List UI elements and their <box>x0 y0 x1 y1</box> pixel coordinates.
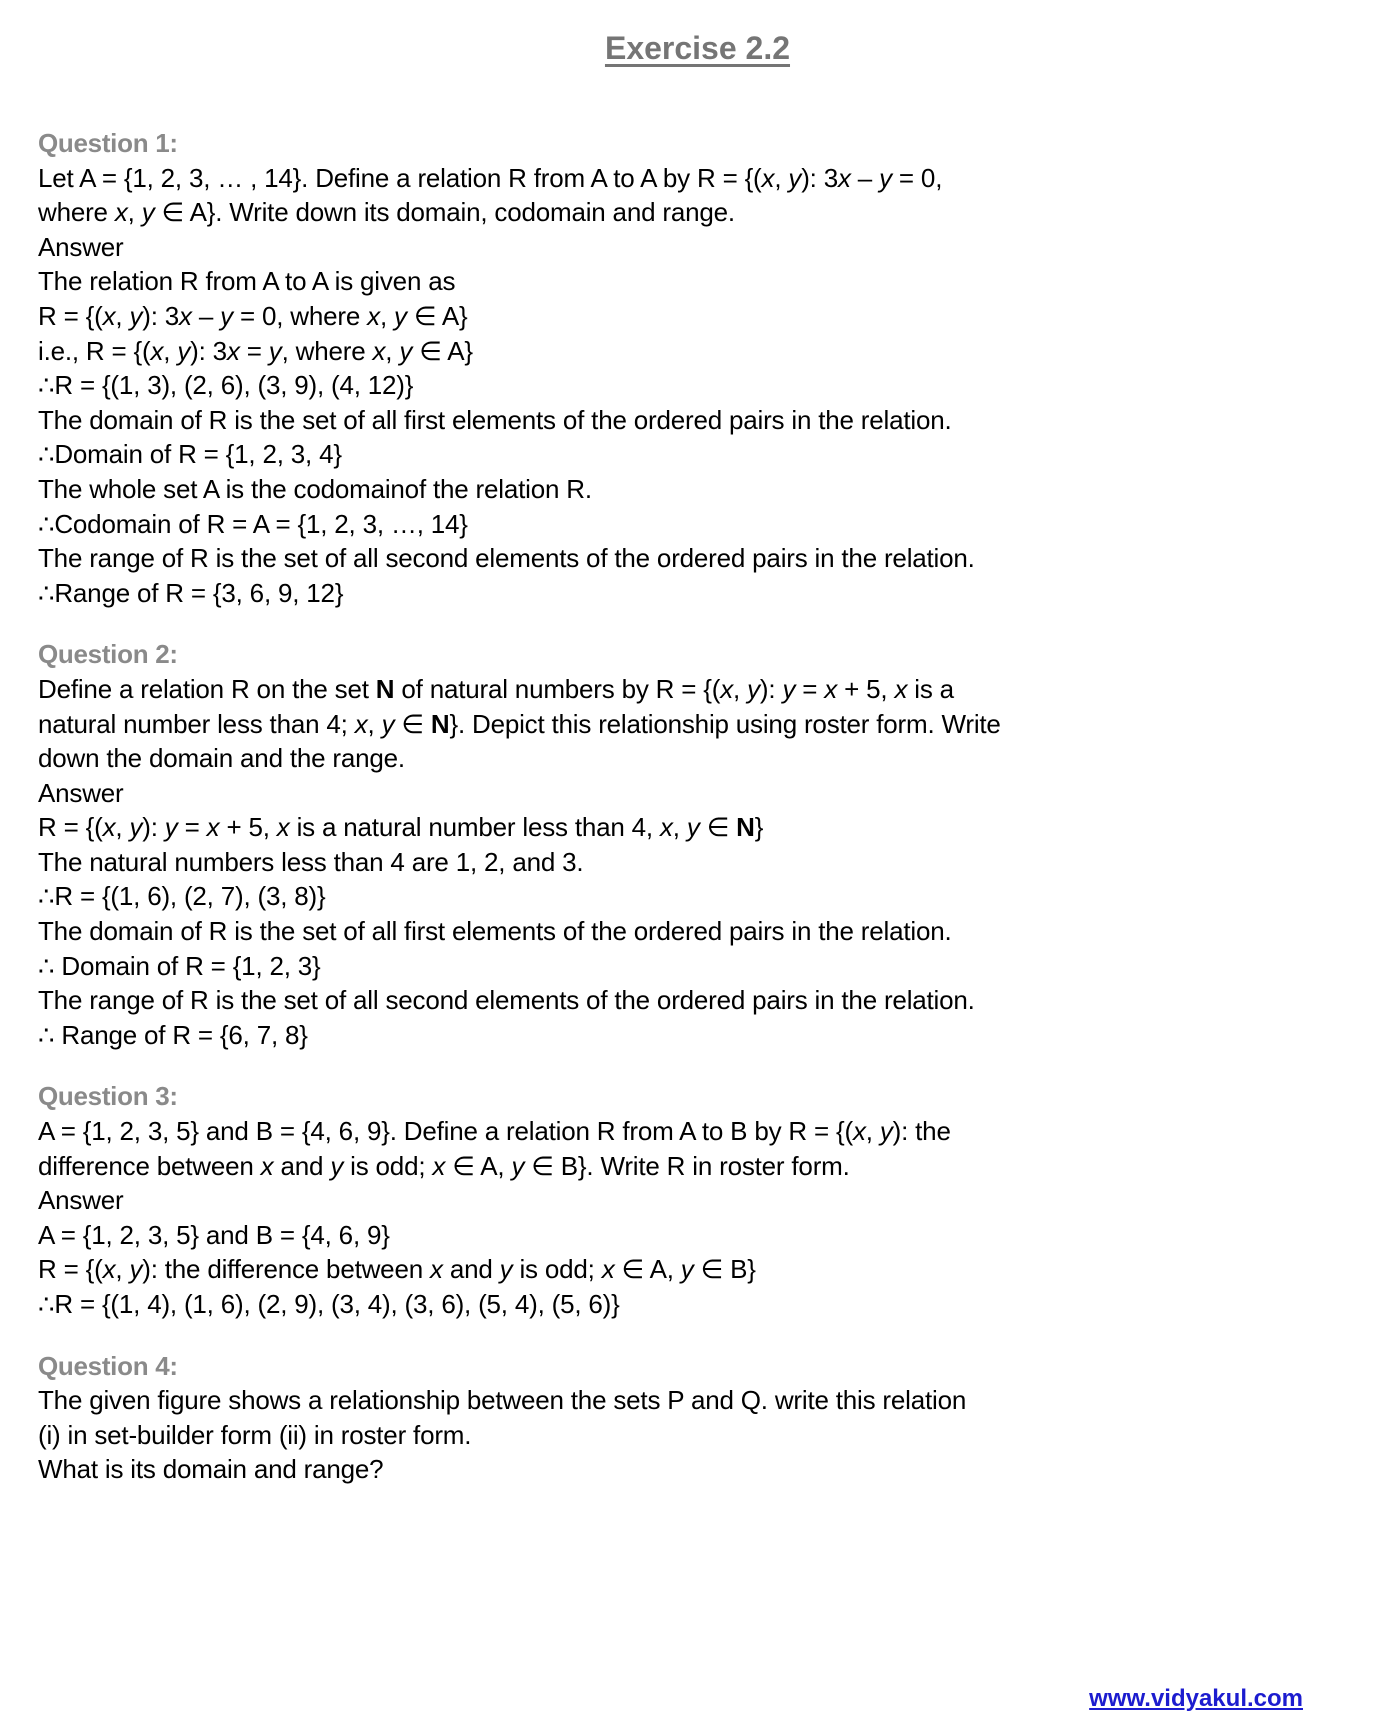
text-line: difference between x and y is odd; x ∈ A, y ∈ B}. Write R in roster form. <box>38 1150 850 1181</box>
text-line: R = {(x, y): the difference between x and y is odd; x ∈ A, y ∈ B} <box>38 1254 756 1285</box>
question-lines <box>38 161 1350 611</box>
question-heading: Question 3: <box>38 1081 178 1112</box>
question-heading: Question 1: <box>38 128 178 158</box>
text-line: ∴ Domain of R = {1, 2, 3} <box>38 950 321 981</box>
text-line: The relation R from A to A is given as <box>38 266 456 297</box>
page-title <box>0 0 1395 66</box>
text-line: Answer <box>38 1185 124 1216</box>
text-line: What is its domain and range? <box>38 1454 384 1485</box>
text-line: where x, y ∈ A}. Write down its domain, codomain and range. <box>38 197 735 228</box>
text-line: natural number less than 4; x, y ∈ N}. Depict this relationship using roster form. Write <box>38 708 1001 739</box>
text-line: R = {(x, y): 3x – y = 0, where x, y ∈ A} <box>38 300 468 331</box>
text-line: The range of R is the set of all second elements of the ordered pairs in the relation. <box>38 985 975 1016</box>
question-lines <box>38 1114 1350 1322</box>
text-line: The range of R is the set of all second elements of the ordered pairs in the relation. <box>38 543 975 574</box>
page-title-text: Exercise 2.2 <box>604 30 791 66</box>
text-line: i.e., R = {(x, y): 3x = y, where x, y ∈ A} <box>38 335 473 366</box>
text-line: The domain of R is the set of all first elements of the ordered pairs in the relation. <box>38 916 952 947</box>
text-line: ∴Range of R = {3, 6, 9, 12} <box>38 577 344 608</box>
text-line: The given figure shows a relationship between the sets P and Q. write this relation <box>38 1385 967 1416</box>
question-section <box>38 1349 1350 1487</box>
text-line: (i) in set-builder form (ii) in roster form. <box>38 1419 472 1450</box>
text-line: Answer <box>38 777 124 808</box>
text-line: ∴R = {(1, 6), (2, 7), (3, 8)} <box>38 881 326 912</box>
text-line: The natural numbers less than 4 are 1, 2, and 3. <box>38 846 584 877</box>
text-line: down the domain and the range. <box>38 743 405 774</box>
text-line: The domain of R is the set of all first elements of the ordered pairs in the relation. <box>38 404 952 435</box>
question-lines <box>38 672 1350 1053</box>
text-line: ∴Domain of R = {1, 2, 3, 4} <box>38 439 342 470</box>
text-line: A = {1, 2, 3, 5} and B = {4, 6, 9}. Define a relation R from A to B by R = {(x, y): the <box>38 1116 951 1147</box>
text-line: Answer <box>38 231 124 262</box>
question-heading: Question 2: <box>38 639 178 670</box>
text-line: The whole set A is the codomainof the relation R. <box>38 473 592 504</box>
text-line: ∴R = {(1, 3), (2, 6), (3, 9), (4, 12)} <box>38 370 414 401</box>
text-line: ∴ Range of R = {6, 7, 8} <box>38 1019 308 1050</box>
text-line: ∴R = {(1, 4), (1, 6), (2, 9), (3, 4), (3, 6), (5, 4), (5, 6)} <box>38 1289 620 1319</box>
question-section <box>38 637 1350 1052</box>
text-line: Let A = {1, 2, 3, … , 14}. Define a relation R from A to A by R = {(x, y): 3x – y = 0, <box>38 162 943 193</box>
document-body <box>0 126 1395 1487</box>
question-lines <box>38 1383 1350 1487</box>
text-line: A = {1, 2, 3, 5} and B = {4, 6, 9} <box>38 1219 390 1250</box>
text-line: ∴Codomain of R = A = {1, 2, 3, …, 14} <box>38 508 468 539</box>
question-section <box>38 1079 1350 1321</box>
text-line: Define a relation R on the set N of natural numbers by R = {(x, y): y = x + 5, x is a <box>38 673 954 704</box>
question-section <box>38 126 1350 610</box>
text-line: R = {(x, y): y = x + 5, x is a natural number less than 4, x, y ∈ N} <box>38 812 764 843</box>
footer-link[interactable]: www.vidyakul.com <box>1089 1685 1303 1712</box>
question-heading: Question 4: <box>38 1350 178 1381</box>
